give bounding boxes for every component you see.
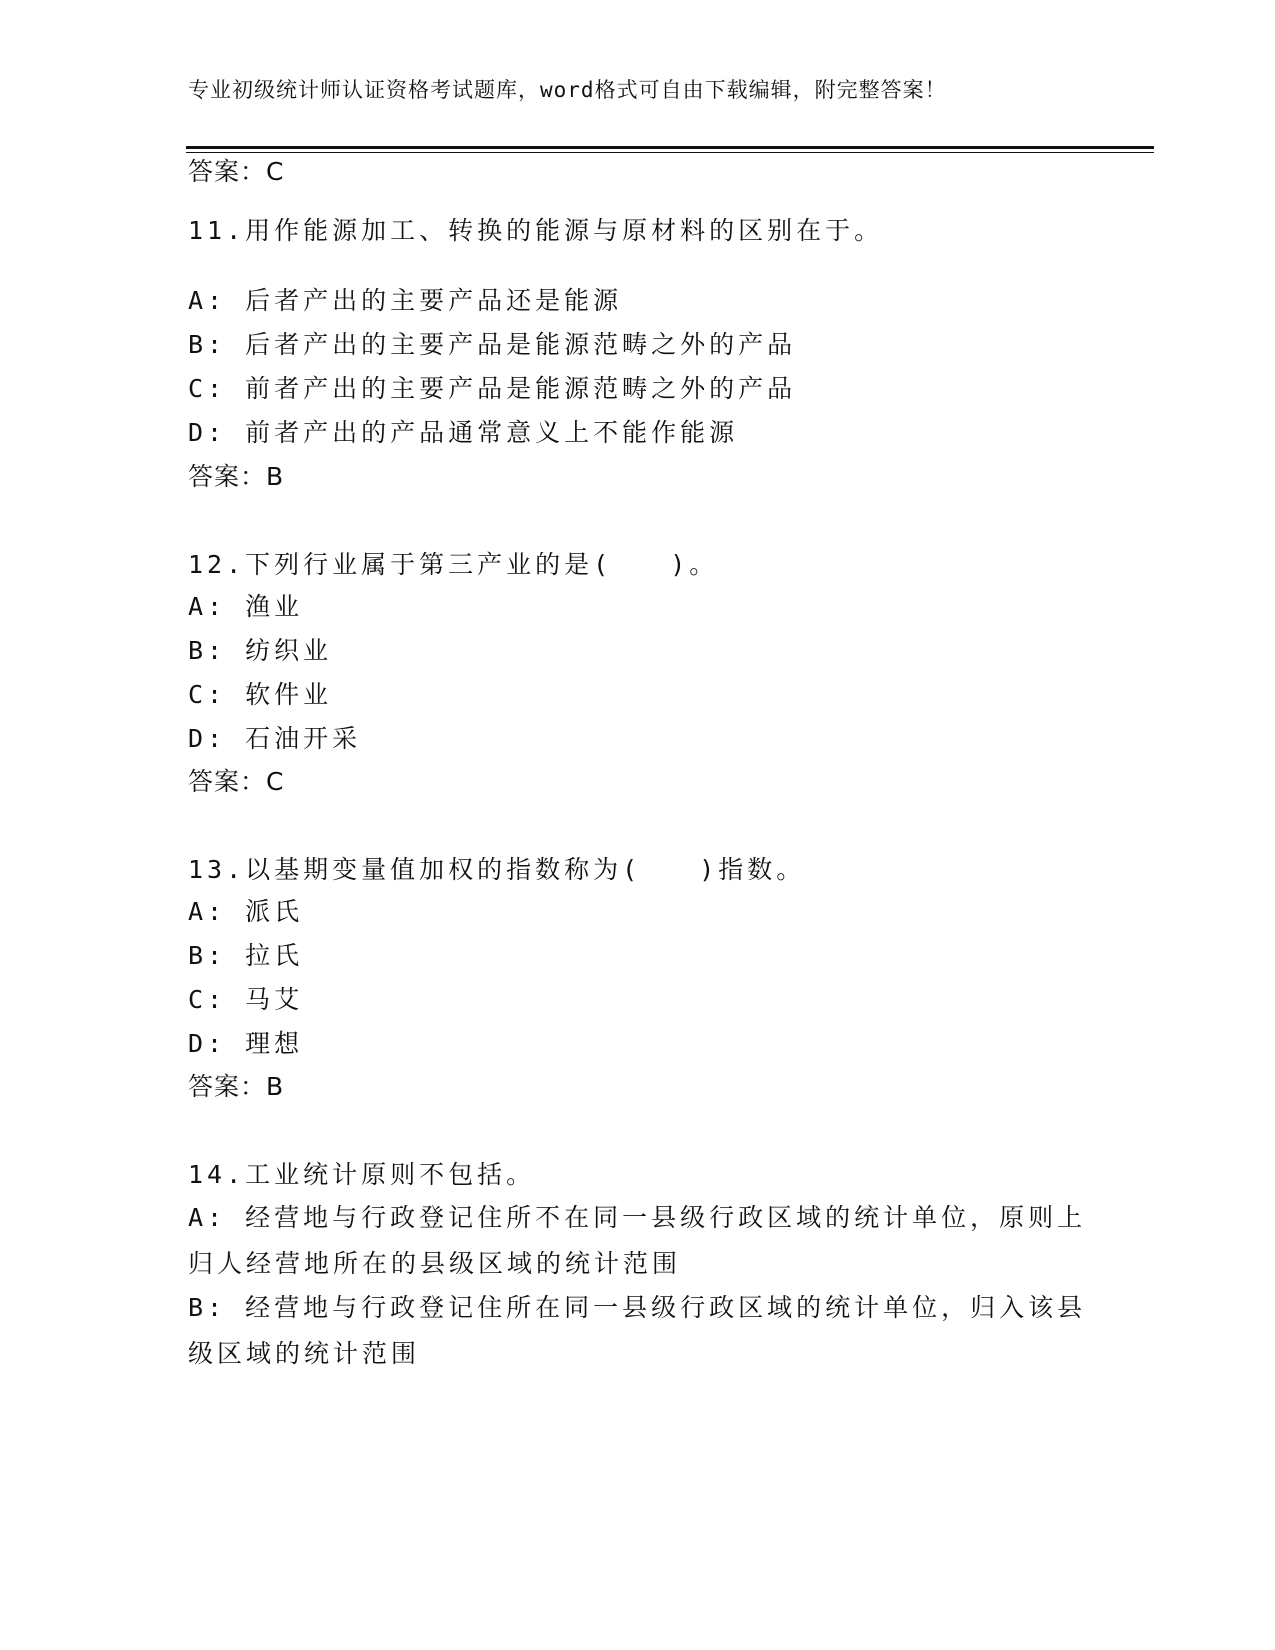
option-c: C: 软件业 <box>188 680 333 709</box>
answer-line: 答案：B <box>188 1072 285 1101</box>
option-a: A: 后者产出的主要产品还是能源 <box>188 286 623 315</box>
option-a: A: 派氏 <box>188 897 304 926</box>
option-b: B: 经营地与行政登记住所在同一县级行政区域的统计单位，归入该县级区域的统计范围 <box>188 1293 1087 1368</box>
answer-line: 答案：B <box>188 462 285 491</box>
question-stem: 12.下列行业属于第三产业的是( )。 <box>188 550 719 579</box>
option-c: C: 马艾 <box>188 985 304 1014</box>
option-d: D: 前者产出的产品通常意义上不能作能源 <box>188 418 739 447</box>
answer-line: 答案：C <box>188 157 285 186</box>
question-stem: 13.以基期变量值加权的指数称为( )指数。 <box>188 855 806 884</box>
page-header: 专业初级统计师认证资格考试题库，word格式可自由下载编辑，附完整答案！ <box>188 78 947 102</box>
header-divider <box>186 146 1154 149</box>
option-b: B: 纺织业 <box>188 636 333 665</box>
option-d: D: 理想 <box>188 1029 304 1058</box>
question-stem: 14.工业统计原则不包括。 <box>188 1160 536 1189</box>
question-stem: 11.用作能源加工、转换的能源与原材料的区别在于。 <box>188 216 884 245</box>
answer-line: 答案：C <box>188 767 285 796</box>
header-divider-thin <box>186 152 1154 153</box>
option-b: B: 后者产出的主要产品是能源范畴之外的产品 <box>188 330 797 359</box>
option-a: A: 渔业 <box>188 592 304 621</box>
option-c: C: 前者产出的主要产品是能源范畴之外的产品 <box>188 374 797 403</box>
option-a: A: 经营地与行政登记住所不在同一县级行政区域的统计单位，原则上归人经营地所在的县级区域的统计范围 <box>188 1203 1087 1278</box>
option-b: B: 拉氏 <box>188 941 304 970</box>
option-d: D: 石油开采 <box>188 724 362 753</box>
